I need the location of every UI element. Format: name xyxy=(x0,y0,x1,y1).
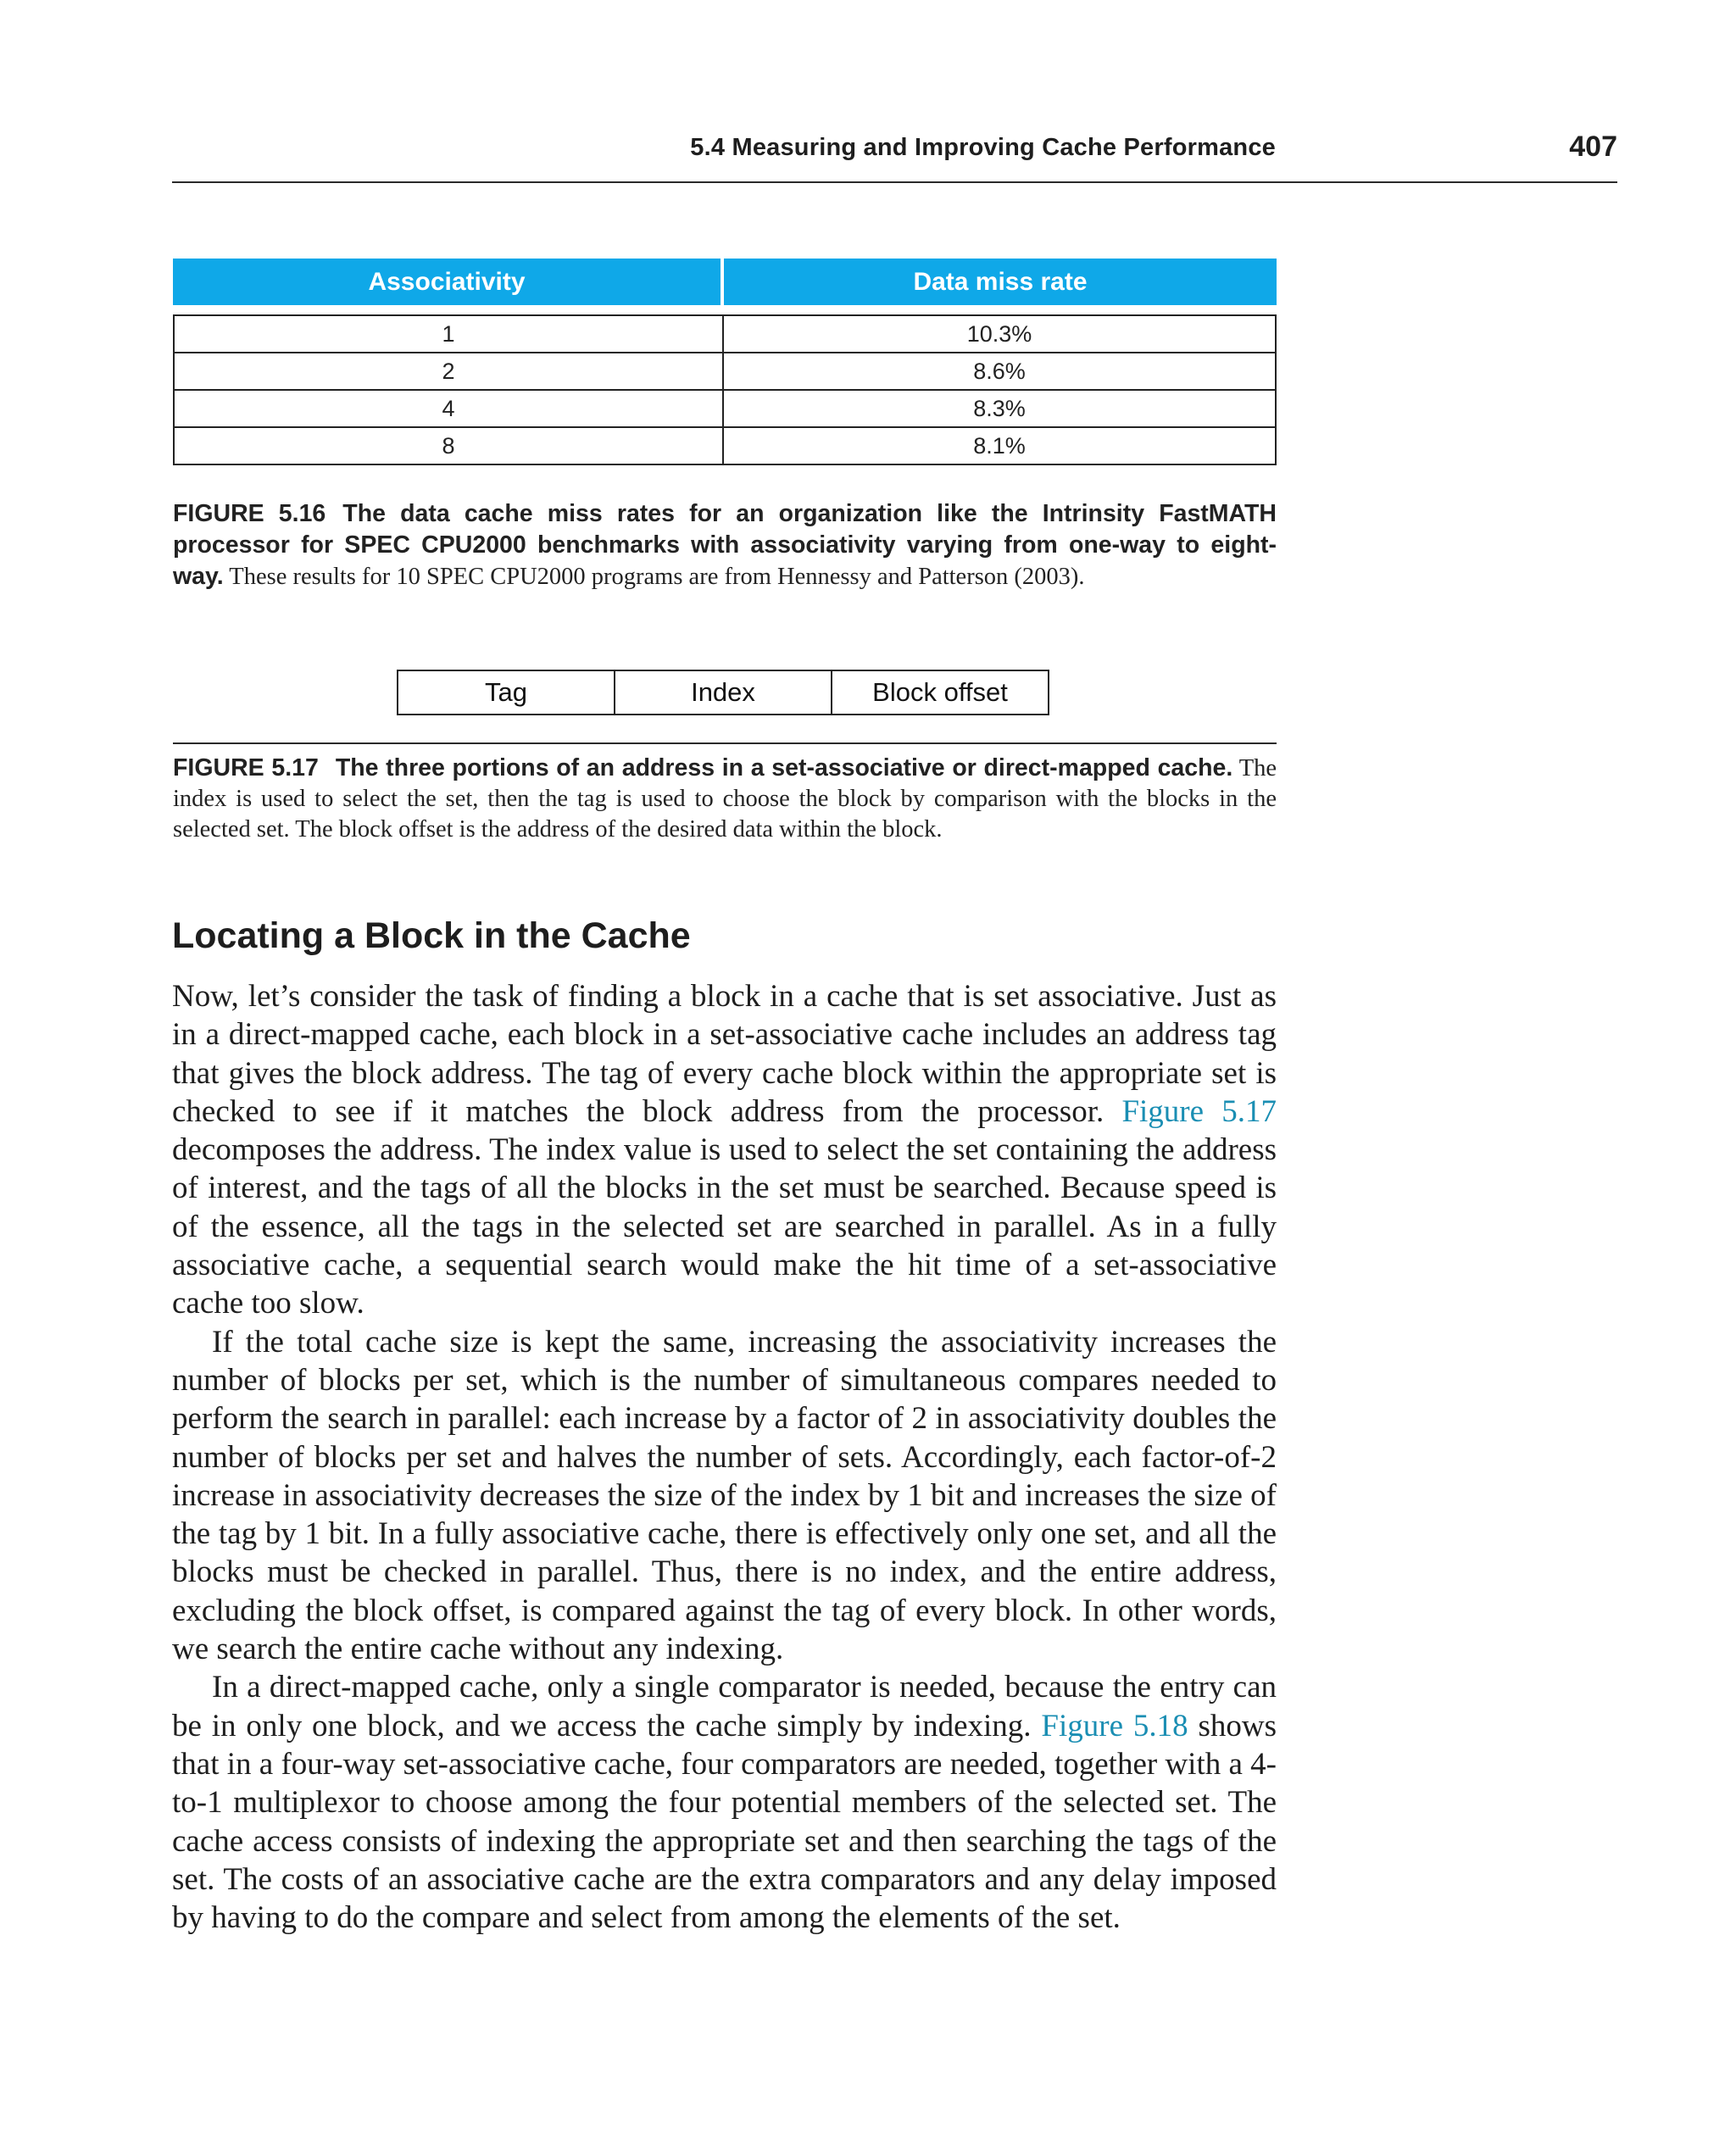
table-row xyxy=(175,353,1275,391)
associativity-table xyxy=(173,259,1277,465)
cell-associativity: 2 xyxy=(175,353,724,389)
running-head xyxy=(172,127,1617,183)
figure-5-17-caption xyxy=(173,753,1277,845)
table-row xyxy=(175,391,1275,428)
cell-associativity: 4 xyxy=(175,391,724,426)
cell-associativity: 1 xyxy=(175,316,724,352)
paragraph-text: Now, let’s consider the task of finding a block in a cache that is set associative. Just as in a direct-mapped cache, each block in a set-associative cache includes an address tag that gives the block address. The tag of every cache block within the appropriate set is checked to see if it matches the block address from the processor. xyxy=(172,979,1277,1129)
figure-text: These results for 10 SPEC CPU2000 programs are from Hennessy and Patterson (2003). xyxy=(229,564,1085,590)
tag-field: Tag xyxy=(485,677,527,707)
cell-miss-rate: 8.6% xyxy=(973,358,1026,384)
figure-label: FIGURE 5.16 xyxy=(173,500,326,527)
paragraph-text: shows that in a four-way set-associative cache, four comparators are needed, together with a 4-to-1 multiplexor to choose among the four potential members of the selected set. The cache access consists of indexing the appropriate set and then searching the tags of the set. The costs of an associative cache are the extra comparators and any delay imposed by having to do the compare and select from among the elements of the set. xyxy=(172,1708,1277,1936)
paragraph xyxy=(172,1668,1277,1937)
cell-associativity: 8 xyxy=(175,428,724,464)
table-body xyxy=(173,314,1277,465)
cell-miss-rate: 10.3% xyxy=(966,320,1032,347)
figure-title: The data cache miss rates for an organization like the Intrinsity FastMATH processor for SPEC CPU2000 benchmarks with associativity varying from one-way to eight-way. xyxy=(173,500,1277,590)
table-row xyxy=(175,428,1275,465)
body-text xyxy=(172,977,1277,1937)
header-data-miss-rate: Data miss rate xyxy=(724,259,1277,305)
header-associativity: Associativity xyxy=(173,259,721,305)
table-row xyxy=(175,316,1275,353)
figure-divider xyxy=(173,742,1277,744)
cell-miss-rate: 8.3% xyxy=(973,395,1026,421)
figure-text: The index is used to select the set, then the tag is used to choose the block by comparison with the blocks in the selected set. The block offset is the address of the desired data within the block. xyxy=(173,755,1277,842)
section-title: 5.4 Measuring and Improving Cache Performance xyxy=(690,134,1276,161)
figure-5-18-link[interactable]: Figure 5.18 xyxy=(1041,1708,1188,1743)
paragraph xyxy=(172,977,1277,1323)
figure-title: The three portions of an address in a set-associative or direct-mapped cache. xyxy=(335,754,1233,781)
page-number: 407 xyxy=(1569,131,1617,163)
figure-5-16-caption xyxy=(173,498,1277,592)
address-fields-diagram xyxy=(397,670,1049,715)
figure-label: FIGURE 5.17 xyxy=(173,754,319,781)
paragraph: If the total cache size is kept the same, increasing the associativity increases the number of blocks per set, which is the number of simultaneous compares needed to perform the search in parallel: each increase by a factor of 2 in associativity doubles the number of blocks per set and halves the number of sets. Accordingly, each factor-of-2 increase in associativity decreases the size of the index by 1 bit and increases the size of the tag by 1 bit. In a fully associative cache, there is effectively only one set, and all the blocks must be checked in parallel. Thus, there is no index, and the entire address, excluding the block offset, is compared against the tag of every block. In other words, we search the entire cache without any indexing. xyxy=(172,1324,1277,1667)
paragraph-text: decomposes the address. The index value is used to select the set containing the address of interest, and the tags of all the blocks in the set must be searched. Because speed is of the essence, all the tags in the selected set are searched in parallel. As in a fully associative cache, a sequential search would make the hit time of a set-associative cache too slow. xyxy=(172,1132,1277,1321)
paragraph-text: In a direct-mapped cache, only a single comparator is needed, because the entry can be in only one block, and we access the cache simply by indexing. xyxy=(172,1670,1277,1743)
table-header xyxy=(173,259,1277,305)
index-field: Index xyxy=(614,671,831,714)
cell-miss-rate: 8.1% xyxy=(973,432,1026,459)
section-heading: Locating a Block in the Cache xyxy=(172,915,691,956)
figure-5-17-link[interactable]: Figure 5.17 xyxy=(1121,1093,1277,1129)
block-offset-field: Block offset xyxy=(831,671,1048,714)
